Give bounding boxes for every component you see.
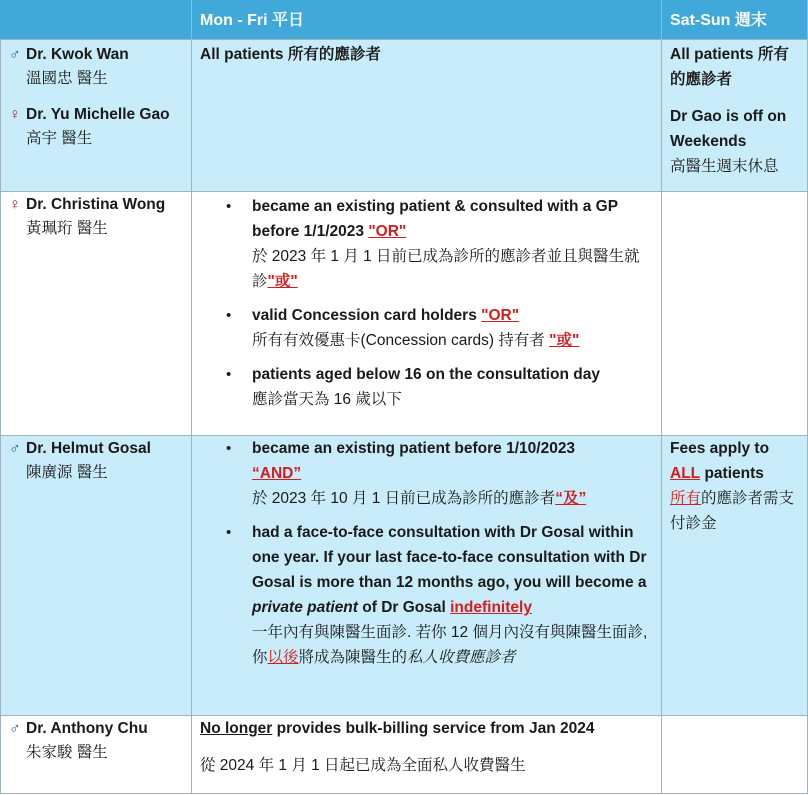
fees-note <box>662 436 807 544</box>
criteria-zh: 應診當天為 16 歲以下 <box>252 391 402 408</box>
female-icon: ♀ <box>9 106 21 123</box>
criteria-en: became an existing patient & consulted with a GP before 1/1/2023 <box>252 198 618 240</box>
criteria-en: had a face-to-face consultation with Dr Gosal within one year. If your last face-to-face consultation with Dr Gosal is more than 12 months ago, you will become a <box>252 524 647 591</box>
header-weekend: Sat-Sun 週末 <box>670 12 767 29</box>
doctor-name-zh: 溫國忠 醫生 <box>26 70 108 87</box>
header-weekday: Mon - Fri 平日 <box>200 12 304 29</box>
doctor-cell <box>1 192 192 436</box>
criteria-en: became an existing patient before 1/10/2023 <box>252 440 576 457</box>
criteria-en-tail: of Dr Gosal <box>362 599 446 616</box>
weekend-cell <box>662 716 808 794</box>
bulk-billing-note <box>192 716 661 786</box>
fees-text-zh: 的應診者需支付診金 <box>670 490 795 532</box>
doctor-name-en: Dr. Helmut Gosal <box>26 440 151 457</box>
list-item <box>252 520 661 670</box>
doctor-name-en: Dr. Kwok Wan <box>26 46 129 63</box>
doctor-entry <box>1 44 191 66</box>
weekend-text: All patients 所有的應診者 <box>670 46 789 88</box>
no-longer-term: No longer <box>200 720 273 737</box>
weekend-cell <box>662 192 808 436</box>
criteria-zh: 於 2023 年 10 月 1 日前已成為診所的應診者 <box>252 490 556 507</box>
doctor-name-en: Dr. Anthony Chu <box>26 720 148 737</box>
weekend-note <box>670 104 799 179</box>
criteria-en: valid Concession card holders <box>252 307 477 324</box>
note-en: provides bulk-billing service from Jan 2024 <box>276 720 595 737</box>
doctor-name-en: Dr. Yu Michelle Gao <box>26 106 170 123</box>
doctor-entry <box>1 718 191 740</box>
list-item <box>252 362 661 412</box>
weekday-text: All patients 所有的應診者 <box>200 46 381 63</box>
indefinitely-term: indefinitely <box>450 599 532 616</box>
list-item <box>252 436 661 511</box>
later-term-zh: 以後 <box>267 649 299 666</box>
criteria-zh: 於 2023 年 1 月 1 日前已成為診所的應診者並且與醫生就診 <box>252 248 640 290</box>
and-badge: “AND” <box>252 465 302 482</box>
doctor-name-zh: 朱家駿 醫生 <box>26 744 108 761</box>
or-badge-zh: "或" <box>549 332 580 349</box>
all-term: ALL <box>670 465 701 482</box>
list-item <box>252 194 661 294</box>
table-row <box>1 40 808 192</box>
all-term-zh: 所有 <box>670 490 702 507</box>
doctor-name-zh: 黃珮珩 醫生 <box>26 220 108 237</box>
male-icon: ♂ <box>9 46 21 63</box>
doctor-name-zh: 高宇 醫生 <box>26 130 93 147</box>
weekday-cell <box>192 716 662 794</box>
weekend-cell <box>662 436 808 716</box>
doctor-name-zh: 陳廣源 醫生 <box>26 464 108 481</box>
or-badge: "OR" <box>368 223 407 240</box>
weekday-cell <box>192 192 662 436</box>
weekday-cell <box>192 40 662 192</box>
or-badge-zh: "或" <box>267 273 298 290</box>
fees-text: Fees apply to <box>670 440 770 457</box>
and-badge-zh: “及” <box>555 490 587 507</box>
criteria-list <box>192 192 661 412</box>
doctor-entry <box>1 194 191 216</box>
doctor-cell <box>1 40 192 192</box>
or-badge: "OR" <box>481 307 520 324</box>
doctor-name-en: Dr. Christina Wong <box>26 196 166 213</box>
criteria-zh-tail: 將成為陳醫生的 <box>298 649 408 666</box>
fees-text-tail: patients <box>704 465 764 482</box>
doctor-cell <box>1 716 192 794</box>
table-header-row <box>1 1 808 40</box>
note-zh: 從 2024 年 1 月 1 日起已成為全面私人收費醫生 <box>200 757 526 774</box>
header-weekend-cell <box>662 1 808 40</box>
weekday-cell <box>192 436 662 716</box>
doctor-entry <box>1 438 191 460</box>
private-patient-term-zh: 私人收費應診者 <box>407 649 516 666</box>
private-patient-term: private patient <box>252 599 358 616</box>
header-doctor-cell <box>1 1 192 40</box>
doctor-cell <box>1 436 192 716</box>
table-row <box>1 192 808 436</box>
criteria-en: patients aged below 16 on the consultation day <box>252 366 600 383</box>
criteria-zh: 一年內有與陳醫生面診. 若你 12 個月內沒有與陳醫生面診, 你 <box>252 624 648 666</box>
doctor-entry <box>1 104 191 126</box>
criteria-list <box>192 436 661 670</box>
table-row <box>1 716 808 794</box>
header-weekday-cell <box>192 1 662 40</box>
weekend-cell <box>662 40 808 192</box>
male-icon: ♂ <box>9 440 21 457</box>
list-item <box>252 303 661 353</box>
weekend-note-zh: 高醫生週末休息 <box>670 158 779 175</box>
table-row <box>1 436 808 716</box>
female-icon: ♀ <box>9 196 21 213</box>
criteria-zh: 所有有效優惠卡(Concession cards) 持有者 <box>252 332 545 349</box>
male-icon: ♂ <box>9 720 21 737</box>
weekend-note-en: Dr Gao is off on Weekends <box>670 108 787 150</box>
